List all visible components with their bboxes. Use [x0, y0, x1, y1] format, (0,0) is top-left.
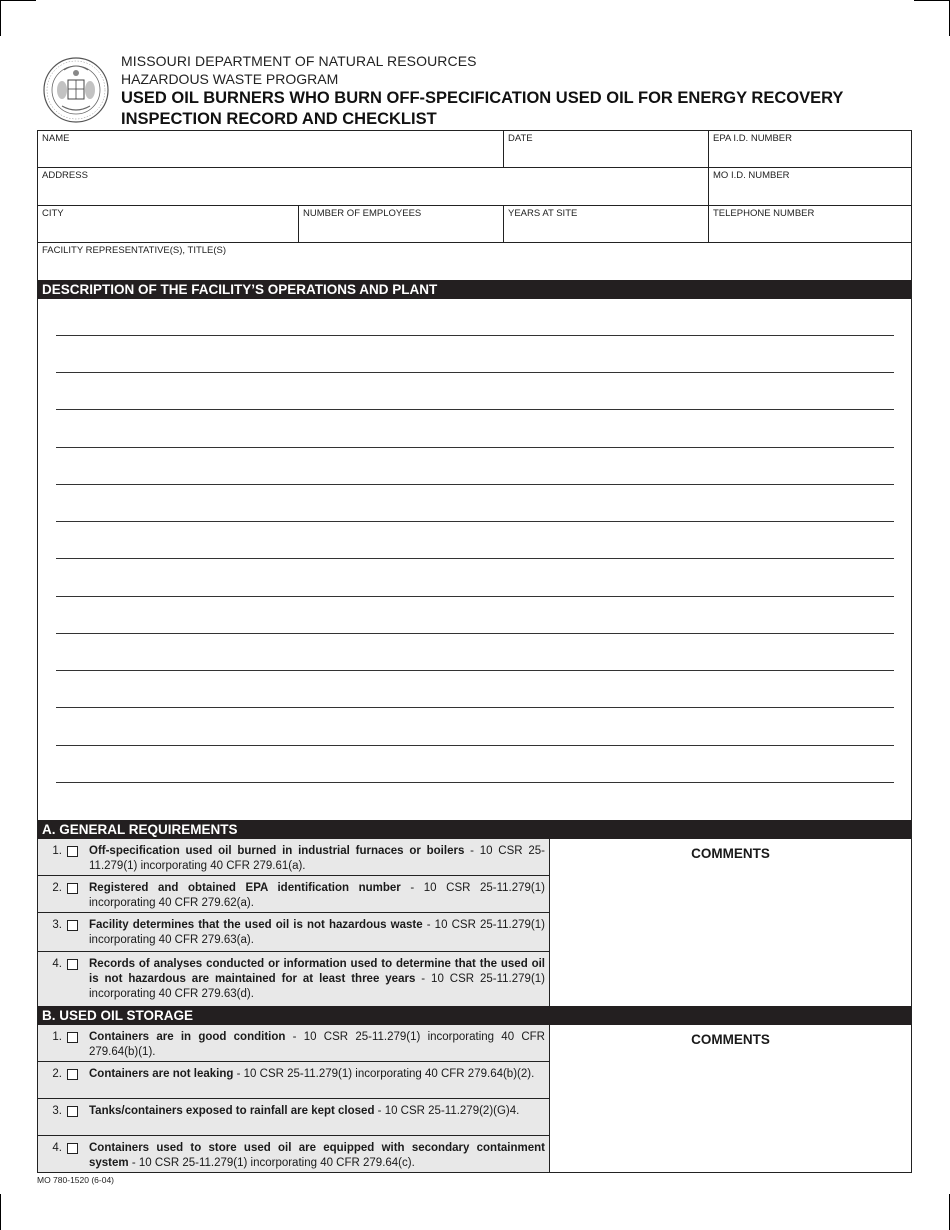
item-text [89, 957, 545, 1002]
item-citation: - 10 CSR 25-11.279(1) incorporating 40 CFR 279.64(b)(1). [89, 1031, 545, 1058]
item-number: 2. [52, 1068, 62, 1080]
form-number: MO 780-1520 (6-04) [37, 1175, 115, 1185]
checklist-item [38, 952, 549, 1006]
item-checkbox[interactable] [67, 846, 78, 857]
item-citation: - 10 CSR 25-11.279(2)(G)4. [374, 1105, 520, 1117]
writing-line [56, 447, 894, 448]
item-text [89, 1067, 545, 1082]
checklist-item [38, 913, 549, 952]
item-citation: - 10 CSR 25-11.279(1) incorporating 40 CFR 279.64(b)(2). [233, 1068, 535, 1080]
item-requirement: Containers used to store used oil are equipped with secondary containment system [89, 1142, 545, 1169]
item-citation: - 10 CSR 25-11.279(1) incorporating 40 CFR 279.63(d). [89, 973, 545, 1000]
checklist-item [38, 1136, 549, 1172]
inspection-form [37, 130, 912, 1173]
epa-id-label: EPA I.D. NUMBER [713, 133, 793, 144]
section-a-comments-label: COMMENTS [691, 846, 770, 861]
item-number: 4. [52, 1142, 62, 1154]
item-checkbox[interactable] [67, 1106, 78, 1117]
writing-line [56, 707, 894, 708]
address-field[interactable] [38, 168, 709, 206]
description-area[interactable] [38, 299, 911, 819]
section-b-items [38, 1025, 550, 1172]
telephone-label: TELEPHONE NUMBER [713, 208, 815, 219]
agency-name: MISSOURI DEPARTMENT OF NATURAL RESOURCES [121, 53, 477, 69]
writing-line [56, 335, 894, 336]
date-label: DATE [508, 133, 533, 144]
crop-mark [0, 1194, 1, 1230]
item-citation: - 10 CSR 25-11.279(1) incorporating 40 CFR 279.63(a). [89, 919, 545, 946]
writing-line [56, 782, 894, 783]
item-requirement: Records of analyses conducted or information used to determine that the used oil is not hazardous are maintained for at least three years [89, 958, 545, 985]
item-citation: - 10 CSR 25-11.279(1) incorporating 40 CFR 279.64(c). [128, 1157, 415, 1169]
item-citation: - 10 CSR 25-11.279(1) incorporating 40 CFR 279.62(a). [89, 882, 545, 909]
item-requirement: Tanks/containers exposed to rainfall are kept closed [89, 1105, 375, 1117]
item-number: 3. [52, 919, 62, 931]
item-checkbox[interactable] [67, 1032, 78, 1043]
writing-line [56, 484, 894, 485]
state-seal-icon [42, 56, 110, 124]
item-text [89, 918, 545, 948]
writing-line [56, 596, 894, 597]
employees-label: NUMBER OF EMPLOYEES [303, 208, 422, 219]
item-requirement: Containers are in good condition [89, 1031, 286, 1043]
item-requirement: Facility determines that the used oil is not hazardous waste [89, 919, 423, 931]
checklist-item [38, 1062, 549, 1099]
employees-field[interactable] [299, 206, 504, 243]
representative-label: FACILITY REPRESENTATIVE(S), TITLE(S) [42, 245, 227, 256]
program-name: HAZARDOUS WASTE PROGRAM [121, 71, 339, 87]
years-field[interactable] [504, 206, 709, 243]
writing-line [56, 670, 894, 671]
checklist-item [38, 1099, 549, 1136]
item-number: 3. [52, 1105, 62, 1117]
writing-line [56, 372, 894, 373]
telephone-field[interactable] [709, 206, 911, 243]
writing-line [56, 409, 894, 410]
writing-line [56, 745, 894, 746]
mo-id-field[interactable] [709, 168, 911, 206]
address-label: ADDRESS [42, 170, 88, 181]
date-field[interactable] [504, 131, 709, 168]
name-field[interactable] [38, 131, 504, 168]
item-checkbox[interactable] [67, 883, 78, 894]
years-label: YEARS AT SITE [508, 208, 578, 219]
description-heading: DESCRIPTION OF THE FACILITY’S OPERATIONS AND PLANT [38, 280, 911, 299]
item-checkbox[interactable] [67, 920, 78, 931]
checklist-item [38, 839, 549, 876]
name-label: NAME [42, 133, 70, 144]
item-text [89, 844, 545, 874]
representative-field[interactable] [38, 243, 911, 280]
crop-mark [0, 0, 36, 1]
section-b-comments-area[interactable] [550, 1025, 911, 1172]
city-label: CITY [42, 208, 64, 219]
section-a-comments-area[interactable] [550, 839, 911, 1006]
form-subtitle: INSPECTION RECORD AND CHECKLIST [121, 110, 437, 128]
item-text [89, 1030, 545, 1060]
writing-line [56, 521, 894, 522]
checklist-item [38, 876, 549, 913]
item-number: 4. [52, 958, 62, 970]
section-b-heading: B. USED OIL STORAGE [38, 1006, 911, 1025]
item-requirement: Registered and obtained EPA identification number [89, 882, 401, 894]
item-citation: - 10 CSR 25-11.279(1) incorporating 40 CFR 279.61(a). [89, 845, 545, 872]
item-text [89, 1104, 545, 1119]
item-requirement: Off-specification used oil burned in industrial furnaces or boilers [89, 845, 465, 857]
form-title: USED OIL BURNERS WHO BURN OFF-SPECIFICATION USED OIL FOR ENERGY RECOVERY [121, 89, 844, 107]
item-number: 2. [52, 882, 62, 894]
crop-mark [0, 0, 1, 36]
epa-id-field[interactable] [709, 131, 911, 168]
writing-line [56, 633, 894, 634]
section-a-items [38, 839, 550, 1006]
mo-id-label: MO I.D. NUMBER [713, 170, 790, 181]
item-text [89, 1141, 545, 1171]
item-requirement: Containers are not leaking [89, 1068, 234, 1080]
item-number: 1. [52, 845, 62, 857]
item-checkbox[interactable] [67, 1069, 78, 1080]
item-checkbox[interactable] [67, 959, 78, 970]
checklist-item [38, 1025, 549, 1062]
item-number: 1. [52, 1031, 62, 1043]
city-field[interactable] [38, 206, 299, 243]
writing-line [56, 558, 894, 559]
item-checkbox[interactable] [67, 1143, 78, 1154]
crop-mark [914, 0, 950, 1]
section-a-heading: A. GENERAL REQUIREMENTS [38, 820, 911, 839]
item-text [89, 881, 545, 911]
section-b-comments-label: COMMENTS [691, 1032, 770, 1047]
